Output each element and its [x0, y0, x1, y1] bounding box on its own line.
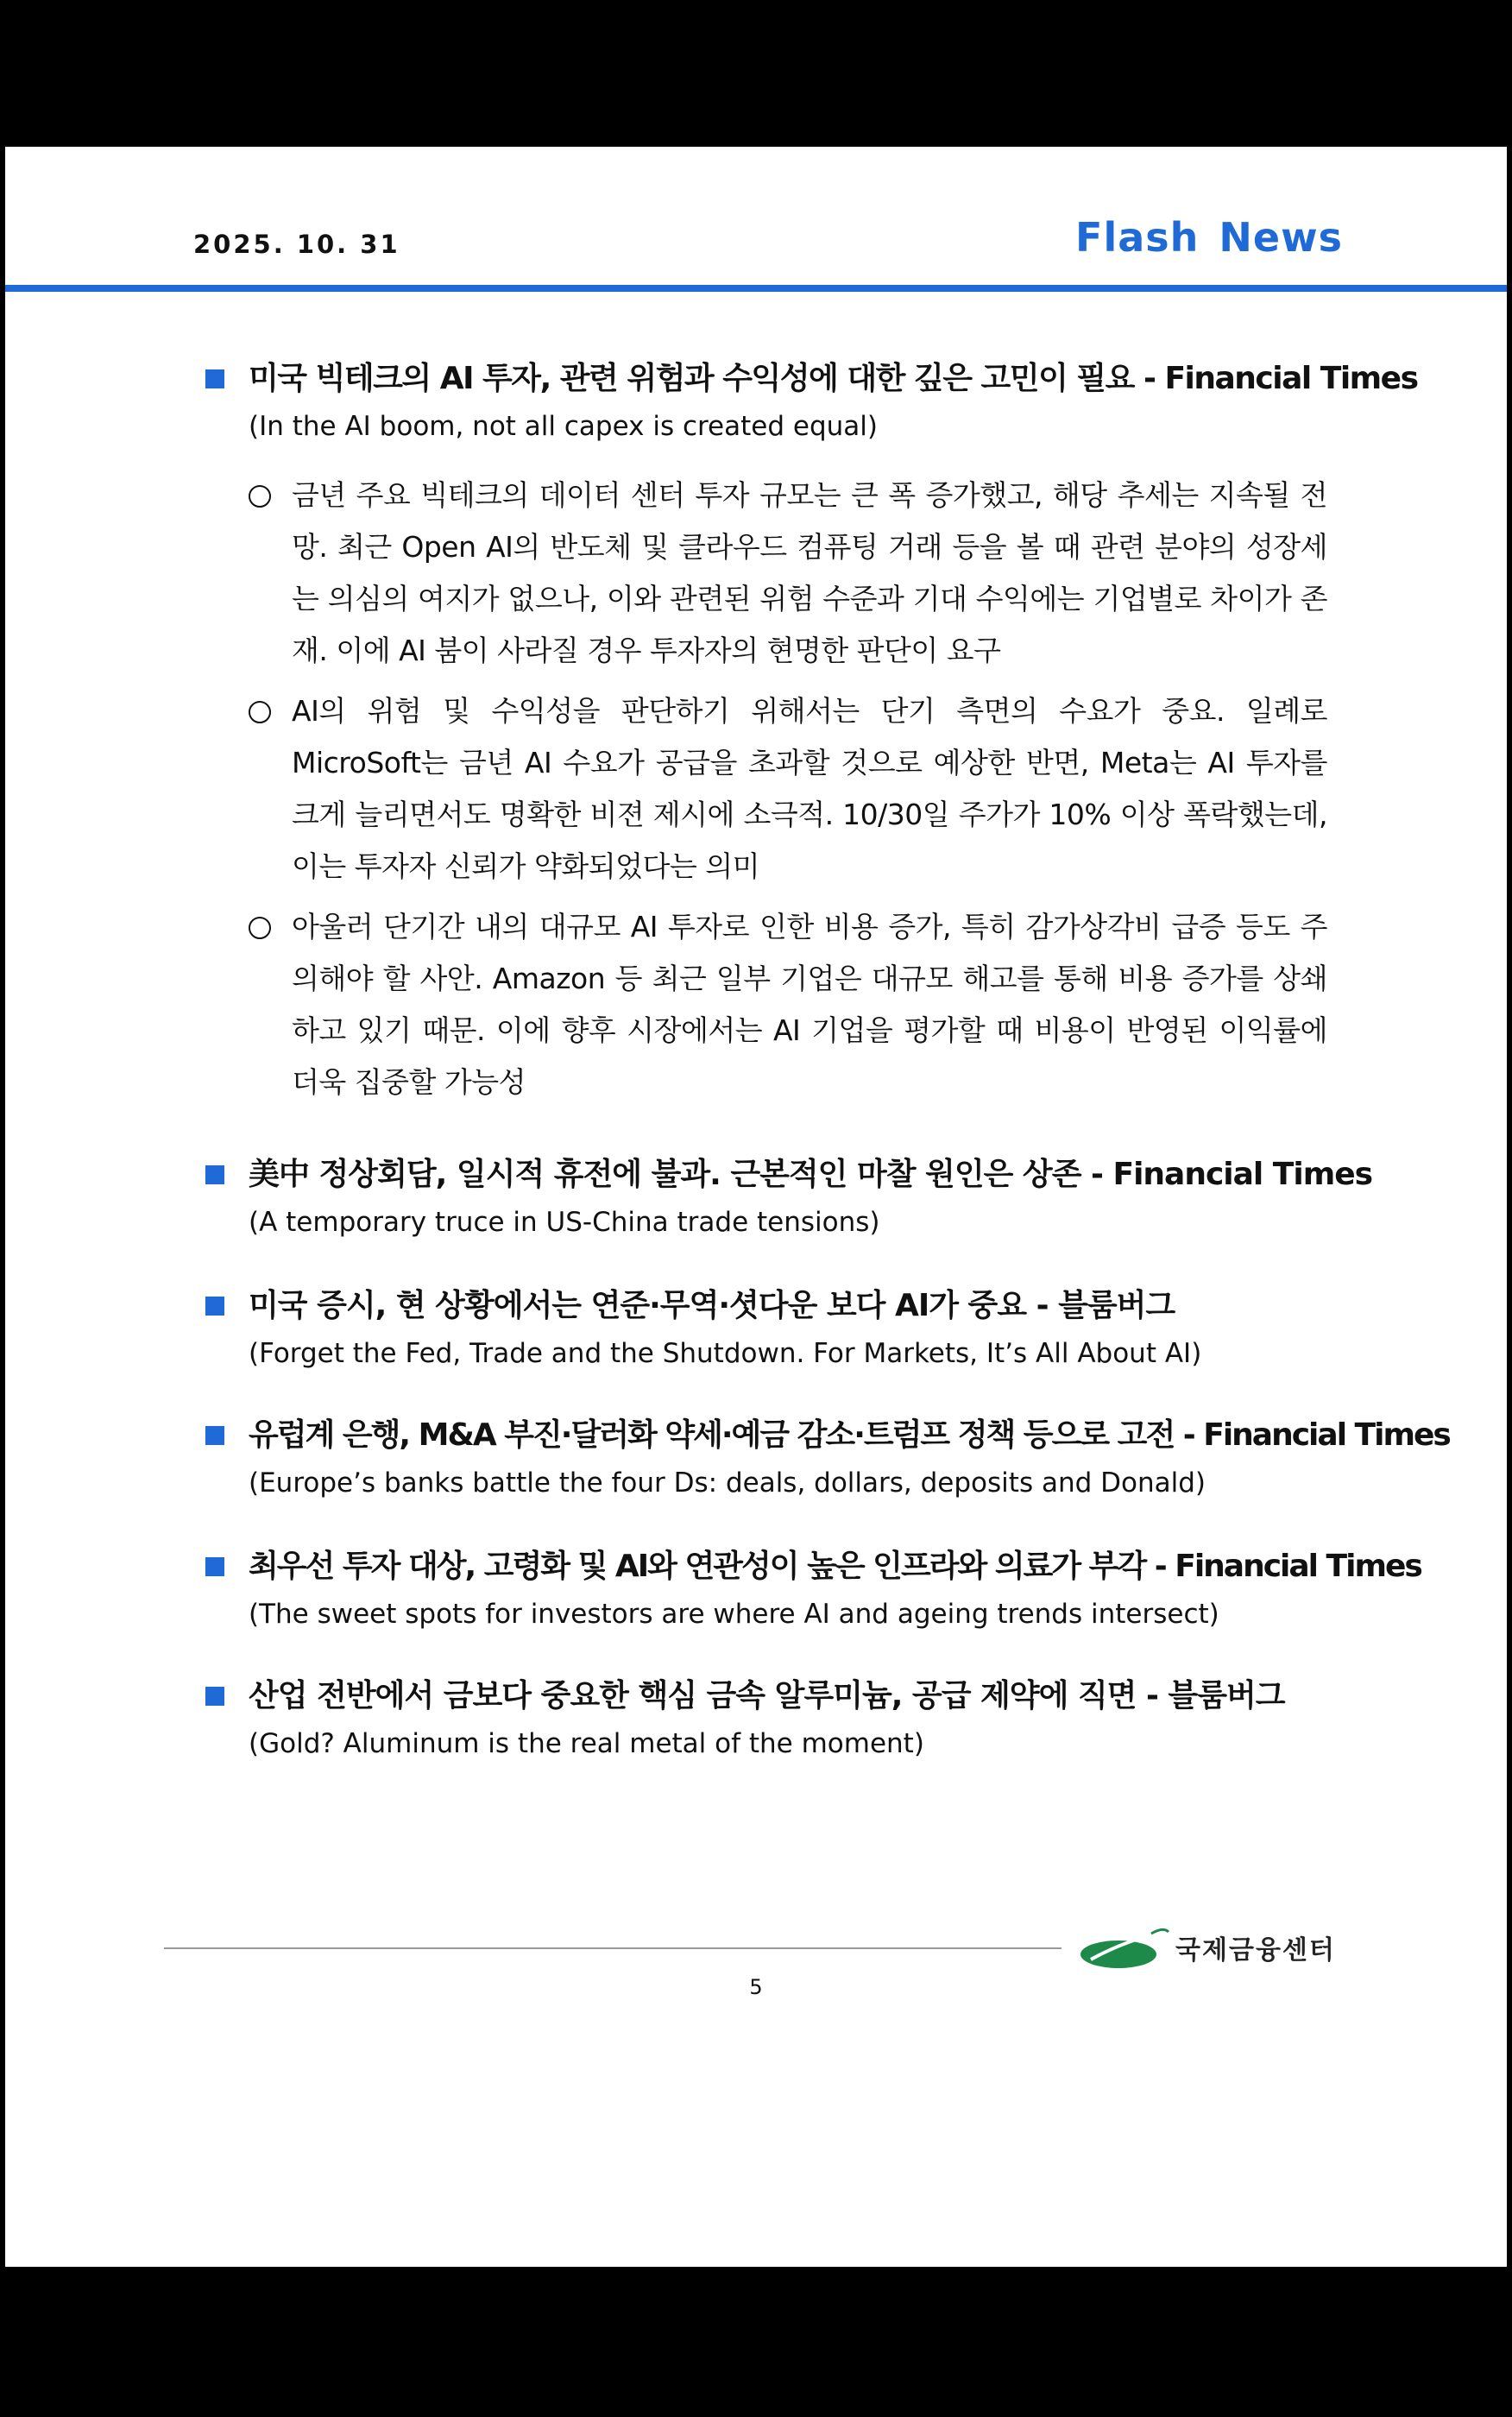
news-subtitle: (Forget the Fed, Trade and the Shutdown. For Markets, It’s All About AI)	[249, 1338, 1202, 1369]
headline-text: 미국 증시, 현 상황에서는 연준·무역·셧다운 보다 AI가 중요 - 블룸버그	[249, 1288, 1175, 1323]
news-item	[205, 1286, 1345, 1373]
report-title: Flash News	[1075, 214, 1343, 261]
bullet-item	[249, 470, 1327, 677]
news-subtitle: (Gold? Aluminum is the real metal of the moment)	[249, 1728, 924, 1759]
org-name: 국제금융센터	[1175, 1935, 1336, 1966]
square-bullet-icon	[205, 1687, 224, 1706]
square-bullet-icon	[205, 369, 224, 388]
circle-bullet-icon	[249, 701, 271, 723]
footer-divider	[164, 1947, 1062, 1949]
bullet-text: 아울러 단기간 내의 대규모 AI 투자로 인한 비용 증가, 특히 감가상각비 급증 등도 주의해야 할 사안. Amazon 등 최근 일부 기업은 대규모 해고를 통해 비용 증가를 상쇄하고 있기 때문. 이에 향후 시장에서는 AI 기업을 평가할 때 비용이 반영된 이익률에 더욱 집중할 가능성	[292, 910, 1327, 1099]
header-divider	[5, 285, 1507, 292]
news-item	[205, 1676, 1345, 1763]
news-headline	[205, 1547, 1421, 1587]
square-bullet-icon	[205, 1557, 224, 1576]
square-bullet-icon	[205, 1426, 224, 1445]
circle-bullet-icon	[249, 485, 271, 508]
news-headline	[205, 1676, 1345, 1716]
org-logo-icon	[1079, 1925, 1172, 1973]
square-bullet-icon	[205, 1297, 224, 1316]
headline-text: 미국 빅테크의 AI 투자, 관련 위험과 수익성에 대한 깊은 고민이 필요 - Financial Times	[249, 361, 1418, 396]
page-number: 5	[749, 1975, 763, 1999]
news-subtitle: (The sweet spots for investors are where AI and ageing trends intersect)	[249, 1599, 1219, 1630]
bullet-item	[249, 685, 1327, 893]
headline-text: 산업 전반에서 금보다 중요한 핵심 금속 알루미늄, 공급 제약에 직면 - 블룸버그	[249, 1678, 1285, 1713]
news-subtitle: (In the AI boom, not all capex is created equal)	[249, 411, 878, 442]
headline-text: 美中 정상회담, 일시적 휴전에 불과. 근본적인 마찰 원인은 상존 - Financial Times	[249, 1157, 1373, 1192]
document-page	[5, 147, 1507, 2267]
bullet-text: AI의 위험 및 수익성을 판단하기 위해서는 단기 측면의 수요가 중요. 일례로 MicroSoft는 금년 AI 수요가 공급을 초과할 것으로 예상한 반면, Meta는 AI 투자를 크게 늘리면서도 명확한 비젼 제시에 소극적. 10/30일 주가가 10% 이상 폭락했는데, 이는 투자자 신뢰가 약화되었다는 의미	[292, 694, 1327, 883]
news-item	[205, 359, 1418, 1117]
bullet-text: 금년 주요 빅테크의 데이터 센터 투자 규모는 큰 폭 증가했고, 해당 추세는 지속될 전망. 최근 Open AI의 반도체 및 클라우드 컴퓨팅 거래 등을 볼 때 관련 분야의 성장세는 의심의 여지가 없으나, 이와 관련된 위험 수준과 기대 수익에는 기업별로 차이가 존재. 이에 AI 붐이 사라질 경우 투자자의 현명한 판단이 요구	[292, 478, 1327, 667]
headline-text: 최우선 투자 대상, 고령화 및 AI와 연관성이 높은 인프라와 의료가 부각 - Financial Times	[249, 1549, 1421, 1584]
news-item	[205, 1155, 1373, 1241]
bullet-item	[249, 901, 1327, 1108]
square-bullet-icon	[205, 1165, 224, 1184]
news-item	[205, 1416, 1450, 1502]
news-headline	[205, 359, 1418, 399]
news-subtitle: (A temporary truce in US-China trade tensions)	[249, 1207, 880, 1238]
headline-text: 유럽계 은행, M&A 부진·달러화 약세·예금 감소·트럼프 정책 등으로 고전 - Financial Times	[249, 1417, 1450, 1453]
news-subtitle: (Europe’s banks battle the four Ds: deals, dollars, deposits and Donald)	[249, 1467, 1206, 1499]
news-headline	[205, 1416, 1450, 1455]
news-item	[205, 1547, 1421, 1633]
news-headline	[205, 1286, 1345, 1326]
circle-bullet-icon	[249, 917, 271, 939]
news-headline	[205, 1155, 1373, 1195]
bullet-list	[249, 470, 1327, 1108]
report-date: 2025. 10. 31	[193, 230, 400, 259]
